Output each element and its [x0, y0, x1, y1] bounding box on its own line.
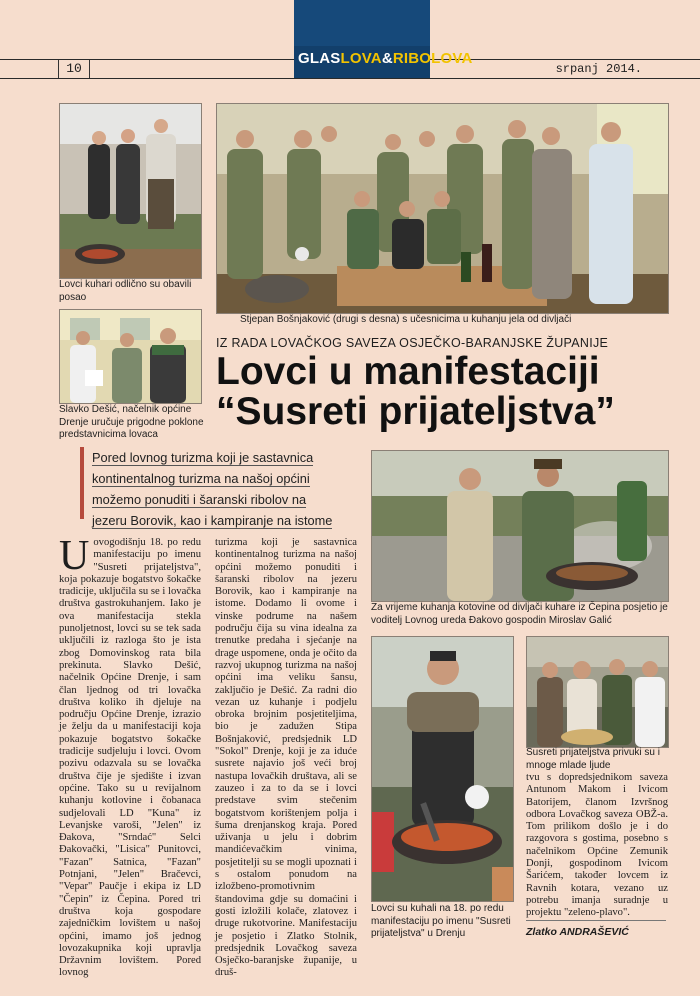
article-lead-text: Pored lovnog turizma koji je sastavnica kontinentalnog turizma na našoj općini možemo ponuditi i šaranski ribolov na jezeru Borovik, kao i kampiranje na istome — [92, 450, 333, 528]
caption-photo-4: Za vrijeme kuhanja kotovine od divljači kuhare iz Čepina posjetio je voditelj Lovnog ureda Đakovo gospodin Miroslav Galić — [371, 602, 668, 626]
photo-man-cooking — [371, 636, 514, 902]
magazine-logo — [294, 0, 473, 78]
caption-photo-6: Susreti prijateljstva privuki su i mnoge mlade ljude — [526, 747, 660, 771]
article-column-3 — [526, 772, 668, 917]
article-column-1-text: ovogodišnju 18. po redu manifestaciju po imenu "Susreti prijateljstva", koja pokazuje bogatstvo šokačke tradicije, uključila su se i lovačka društva gastrokuhanjem. Iako je ova manifestacija stekla punoljetnost, lovci su se tek sada uključili iz razloga što je ista zbog Domovinskog rata bila prekinuta. Slavko Dešić, načelnik Općine Drenje, i sam član ljednog od tri lovačka društva koliko ih djeluje na području Općine Drenje, izrazio je želju da u manifestaciji koja pokazuje bogatstvo šokačke tradicije sudjeluju i lovci. Ovom pozivu odazvala su se lovačka društva čije je sjedište i izvan općine. Tako su u revijalnom kuhanju kotlovine i čobanaca sudjelovali LD "Kuna" iz Levanjske varoši, "Jelen" iz Đakova, "Srndać" Selci Đakovački, "Lisica" Punitovci, "Fazan" Satnica, "Fazan" Potnjani, "Jelen" Bračevci, "Vepar" Paučje i ekipa iz LD "Čepin" iz Čepina. Pored tri društva koja gospodare zajedničkim lovištem u našoj općini, imamo još jednog lovozakupnika koji upravlja Državnim lovištem. Pored lovnog — [59, 537, 201, 979]
photo-mayor-gifts — [59, 309, 202, 404]
caption-photo-5: Lovci su kuhali na 18. po redu manifestaciju po imenu "Susreti prijateljstva" u Drenju — [371, 903, 511, 939]
caption-photo-2: Stjepan Bošnjaković (drugi s desna) s učesnicima u kuhanju jela od divljači — [240, 314, 572, 325]
author-first-name: Zlatko — [526, 926, 557, 938]
photo-galic-visit — [371, 450, 669, 602]
photo-young-visitors-image — [527, 637, 668, 747]
author-last-name: ANDRAŠEVIĆ — [559, 926, 629, 938]
photo-hunter-cooks-image — [60, 104, 201, 278]
photo-galic-visit-image — [372, 451, 668, 601]
article-title-line-1: Lovci u manifestaciji — [216, 350, 600, 393]
logo-text — [298, 50, 473, 68]
article-dropcap: U — [59, 533, 90, 579]
article-lead — [92, 447, 342, 531]
logo-top-band — [294, 0, 430, 46]
photo-man-cooking-image — [372, 637, 513, 901]
article-kicker: IZ RADA LOVAČKOG SAVEZA OSJEČKO-BARANJSKE ŽUPANIJE — [216, 336, 609, 350]
caption-photo-3: Slavko Dešić, načelnik općine Drenje uručuje prigodne poklone predstavnicima lovaca — [59, 404, 204, 440]
signature-rule — [526, 920, 666, 921]
header-rule-bottom — [0, 78, 700, 79]
logo-part-3: & — [381, 50, 393, 67]
article-column-1 — [59, 533, 201, 979]
photo-group-image — [217, 104, 668, 313]
article-title — [216, 352, 686, 432]
lead-accent-bar — [80, 447, 84, 519]
article-column-3-text: tvu s dopredsjednikom saveza Antunom Makom i Ivicom Batorijem, članom Izvršnog odbora Lovačkog saveza OBŽ-a. Tom prilikom došlo je i do razgovora s gostima, posebno s načelnikom Općine Zemunik Donji, gospodinom Ivicom Šarićem, također lovcem iz Ravnih kotara, vezano uz potrebu imanja suradnje u projektu "zeleno-plavo". — [526, 772, 668, 919]
logo-part-1: GLAS — [298, 50, 341, 67]
photo-young-visitors — [526, 636, 669, 748]
logo-part-2: LOVA — [340, 50, 382, 67]
photo-hunter-cooks — [59, 103, 202, 279]
article-column-2-text: turizma koji je sastavnica kontinentalnog turizma na našoj općini možemo ponuditi i šaranski ribolov na jezeru Borovik, kao i kampiranje na istome. Dodamo li ovome i vinske podrume na našem području čija su vina idealna za trenutke predaha i sjećanje na drage uspomene, onda je očito da razvoj ukupnog turizma na našoj općini ima veliku šansu, zaključio je Dešić. Za radni dio vezan uz kuhanje i podjelu obroka brojnim posjetiteljima, bio je zadužen Stipa Bošnjaković, predsjednik LD "Sokol" Drenje, koji je za iduće susrete najavio još veći broj nastupa lovačkih društava, ali se zauzeo i za to da se i lovci predstave svim stečenim bogatstvom korištenjem polja i šuma drenjanskog kraja. Pored uživanja u jelu i dobrim mandićevačkim vinima, posjetitelji su se mogli upoznati i s ostalom ponudom na izložbeno-promotivnim štandovima gdje su domaćini i gosti izložili kolače, zlatovez i druge rukotvorine. Manifestaciju je posjetio i Zlatko Stolnik, predsjednik Lovačkog saveza Osječko-baranjske županije, u druš- — [215, 537, 357, 979]
photo-mayor-gifts-image — [60, 310, 201, 403]
logo-part-4: RIBOLOVA — [392, 50, 473, 67]
article-title-line-2: “Susreti prijateljstva” — [216, 390, 615, 433]
article-author — [526, 926, 629, 938]
article-column-2 — [215, 537, 357, 979]
issue-date: srpanj 2014. — [555, 62, 642, 76]
caption-photo-1: Lovci kuhari odlično su obavili posao — [59, 279, 192, 303]
photo-group-participants — [216, 103, 669, 314]
page-number: 10 — [58, 60, 90, 78]
